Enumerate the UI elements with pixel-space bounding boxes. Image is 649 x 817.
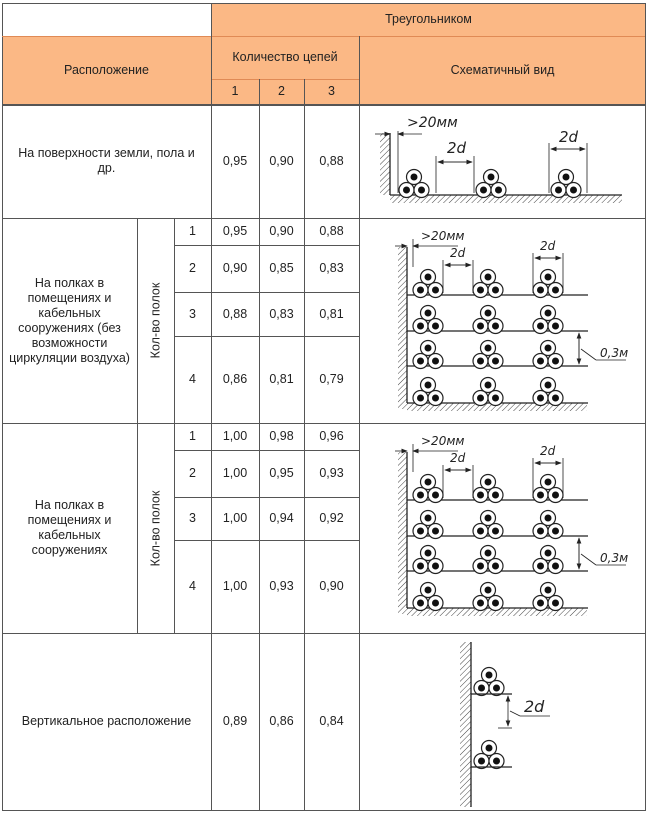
grid-line [137,218,138,633]
grid-line [211,36,646,37]
spacing-label: 2d [559,128,579,146]
cable-triangle [413,378,443,406]
wall-hatch [460,642,471,807]
grid-line [174,336,359,337]
cable-triangle [413,306,443,334]
value-cell-text: 0,81 [319,306,344,321]
grid-line [359,36,360,811]
cable-triangle [473,270,503,298]
row-label: Вертикальное расположение [21,714,192,728]
shelf-count-cell [174,423,211,450]
shelves-no-air-schematic-diagram [360,219,645,422]
grid-line [259,79,260,811]
value-cell-text: 1,00 [222,466,248,480]
gap-dimension-label: >20мм [421,229,465,243]
value-cell-text: 0,79 [319,372,344,386]
cable-triangle [533,546,563,574]
vertical-schematic-diagram [360,634,645,809]
value-text: 0,88 [319,153,344,168]
value-cell [211,423,259,450]
cable-triangle [533,511,563,539]
shelf-count-cell [174,218,211,245]
cable-triangle [473,511,503,539]
cable-triangle [533,583,563,611]
cable-triangle [533,475,563,503]
value-cell-text: 0,98 [269,429,294,443]
value-text: 0,95 [222,153,248,168]
value-cell-text: 0,95 [269,466,294,480]
shelf-count-cell-text: 2 [189,466,196,480]
height-dimension-label: 0,3м [600,551,629,565]
value-cell [304,497,359,540]
value-cell [211,336,259,423]
spacing-label: 2d [540,239,556,253]
value-cell [304,104,359,218]
grid-line [2,810,646,811]
value-cell-text: 0,93 [319,466,344,480]
grid-line [211,3,212,811]
value-cell [259,450,304,497]
shelf-count-label: Кол-во полок [148,490,162,566]
grid-line [211,79,359,80]
value-cell [304,245,359,292]
spacing-label: 2d [450,451,466,465]
value-cell [304,292,359,336]
header-location [2,36,211,104]
value-cell [211,540,259,633]
wall-hatch [398,452,407,614]
location-label: Расположение [64,62,149,77]
circuit-number: 1 [231,84,239,98]
grid-line [2,423,646,424]
grid-line [174,450,359,451]
value-cell [211,218,259,245]
header-circuits [211,36,359,79]
value-cell-text: 0,95 [222,224,248,238]
shelves-location-cell [2,423,137,633]
gap-dimension-label: >20мм [407,115,458,131]
circuits-label: Количество цепей [232,50,338,64]
cable-triangle [413,270,443,298]
spacing-label: 2d [524,697,545,716]
spacing-label: 2d [450,246,466,260]
value-cell-text: 0,81 [269,372,294,386]
value-cell [259,633,304,810]
shelf-count-cell-text: 1 [189,224,196,238]
value-cell [259,540,304,633]
circuit-number: 3 [328,84,335,98]
grid-line [174,245,359,246]
value-cell [304,633,359,810]
value-cell [304,336,359,423]
shelf-count-cell [174,336,211,423]
shelf-count-cell [174,450,211,497]
value-cell-text: 0,88 [222,306,248,321]
grid-line [174,218,175,633]
cable-triangle [473,546,503,574]
header-schematic [359,36,646,104]
grid-line [645,3,646,811]
cable-triangle [413,475,443,503]
cable-triangle [533,341,563,369]
row-label: На полках в помещениях и кабельных сооружениях [27,498,112,557]
value-text: 0,84 [319,714,344,728]
shelf-count-cell-text: 4 [189,372,196,386]
value-cell [259,336,304,423]
cable-triangle [413,511,443,539]
value-cell-text: 0,90 [319,579,344,593]
shelf-count-cell-text: 3 [189,306,196,321]
grid-line [174,540,359,541]
value-cell-text: 0,85 [269,261,294,275]
shelf-count-cell [174,540,211,633]
shelf-count-cell-text: 2 [189,261,196,275]
value-cell-text: 0,92 [319,511,344,525]
value-cell [304,540,359,633]
shelf-count-cell-text: 1 [189,429,196,443]
cable-triangle [533,270,563,298]
value-cell [211,104,259,218]
grid-line [2,36,211,37]
vertical-location-cell [2,633,211,810]
value-text: 0,86 [269,714,294,728]
cable-triangle [413,583,443,611]
value-cell [259,423,304,450]
schematic-label: Схематичный вид [450,62,555,77]
diagram-line [581,554,596,565]
cable-triangle [473,306,503,334]
spacing-label: 2d [540,444,556,458]
cable-triangle [473,583,503,611]
grid-line [2,633,646,634]
shelves-schematic-diagram [360,424,645,632]
diagram-line [581,349,596,360]
value-cell-text: 0,88 [319,224,344,238]
spacing-label: 2d [447,139,467,157]
value-cell [211,245,259,292]
row-label: На поверхности земли, пола и др. [18,146,195,175]
value-cell-text: 0,96 [319,429,344,443]
header-circuit-3 [304,79,359,104]
value-cell [304,423,359,450]
shelf-count-cell [174,245,211,292]
value-cell [259,104,304,218]
group-title-text: Треугольником [385,12,472,26]
shelf-count-label: Кол-во полок [148,282,162,359]
value-cell [259,245,304,292]
shelf-count-cell-text: 3 [189,511,196,525]
ground-location-cell [2,104,211,218]
value-cell-text: 0,90 [222,261,248,275]
shelf-count-cell [174,497,211,540]
wall-hatch [398,247,407,409]
gap-dimension-label: >20мм [421,434,465,448]
header-circuit-1 [211,79,259,104]
value-cell [259,292,304,336]
shelf-count-label-cell [137,218,174,423]
value-cell-text: 1,00 [222,511,248,525]
grid-line [2,218,646,219]
value-text: 0,90 [269,153,294,168]
shelf-count-label-cell [137,423,174,633]
value-cell-text: 1,00 [222,429,248,443]
value-cell [211,497,259,540]
value-cell-text: 0,94 [269,511,294,525]
value-cell-text: 0,83 [269,306,294,321]
shelf-count-cell-text: 4 [189,579,196,593]
value-cell [211,633,259,810]
value-cell [259,218,304,245]
header-circuit-2 [259,79,304,104]
cable-triangle [413,341,443,369]
value-cell [304,450,359,497]
grid-line [2,104,646,106]
value-cell-text: 1,00 [222,579,248,593]
cable-triangle [473,475,503,503]
row-label: На полках в помещениях и кабельных сооружениях (без возможности циркуляции воздуха) [9,275,130,365]
value-cell [304,218,359,245]
value-cell [259,497,304,540]
value-cell-text: 0,86 [222,372,248,386]
wall-hatch [380,133,390,195]
cable-triangle [413,546,443,574]
shelf-count-cell [174,292,211,336]
circuit-number: 2 [278,84,285,98]
shelves-no-air-location-cell [2,218,137,423]
grid-line [304,79,305,811]
height-dimension-label: 0,3м [600,346,629,360]
value-cell [211,450,259,497]
value-cell-text: 0,93 [269,579,294,593]
value-cell-text: 0,90 [269,224,294,238]
cable-triangle [473,378,503,406]
value-cell-text: 0,83 [319,261,344,275]
grid-line [174,292,359,293]
blank-corner-cell [2,3,211,36]
cable-triangle [533,306,563,334]
grid-line [2,3,646,4]
cable-triangle [533,378,563,406]
value-text: 0,89 [222,714,248,728]
header-group-title [211,3,646,36]
grid-line [2,3,3,811]
grid-line [174,497,359,498]
cable-triangle [473,341,503,369]
value-cell [211,292,259,336]
ground-schematic-diagram [360,105,645,217]
